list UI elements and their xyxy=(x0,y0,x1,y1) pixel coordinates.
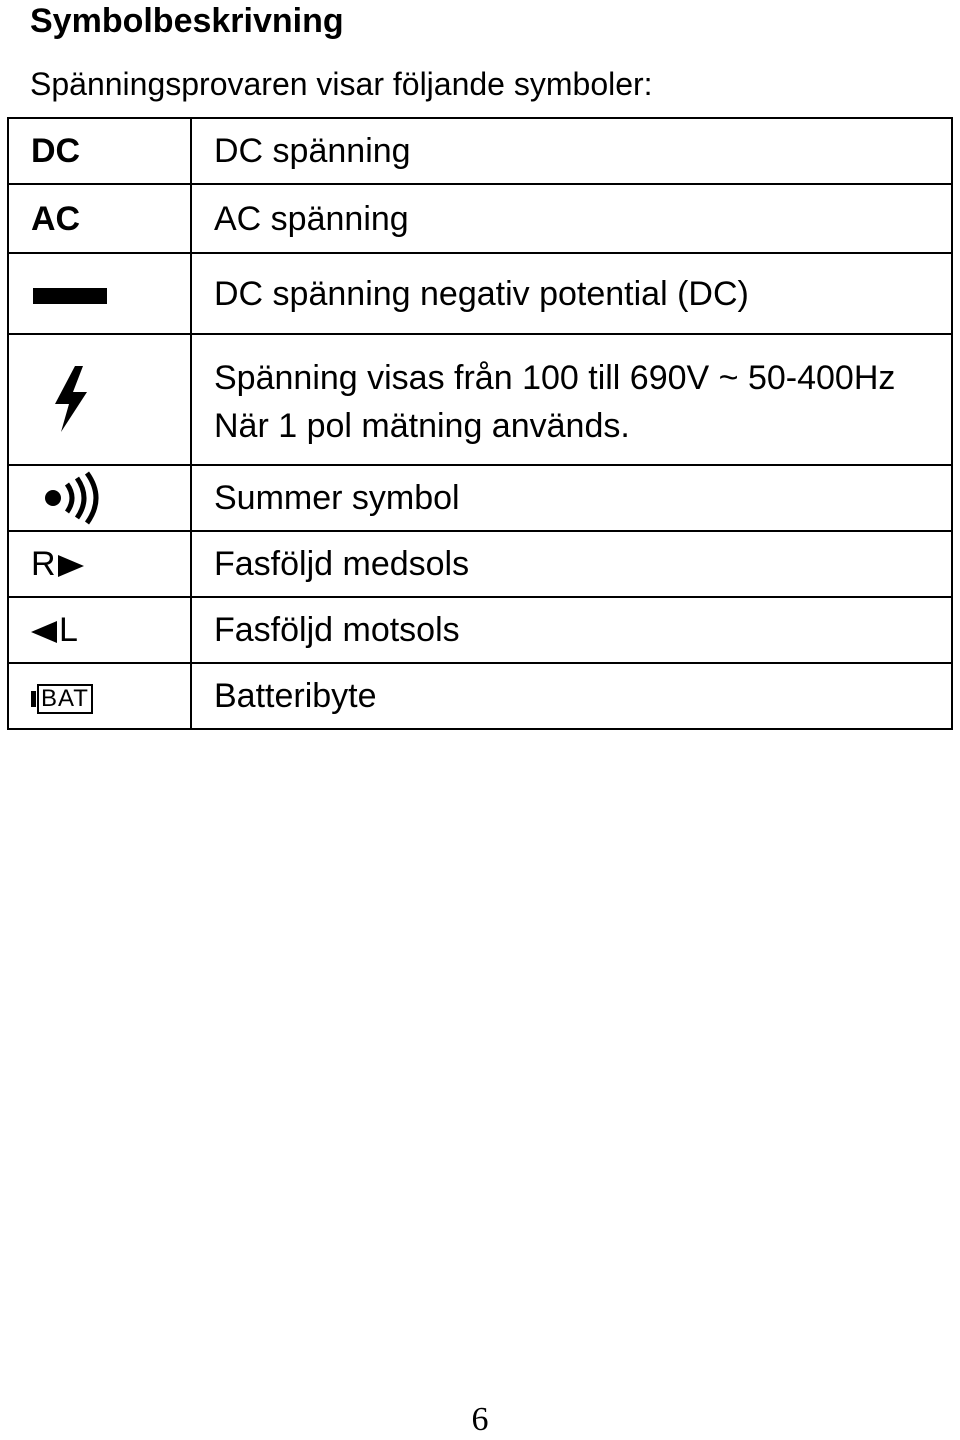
table-row xyxy=(8,184,952,253)
symbol-cell xyxy=(8,465,191,531)
battery-terminal xyxy=(31,691,36,707)
buzzer-sound-icon xyxy=(31,470,190,526)
description-line: Spänning visas från 100 till 690V ~ 50-400Hz xyxy=(214,358,896,397)
page-number: 6 xyxy=(471,1401,489,1438)
ac-symbol: AC xyxy=(31,199,81,238)
symbol-cell xyxy=(8,184,191,253)
table-row xyxy=(8,465,952,531)
description-cell: AC spänning xyxy=(191,184,952,253)
table-row xyxy=(8,663,952,729)
intro-text: Spänningsprovaren visar följande symboler: xyxy=(30,66,653,102)
battery-label: BAT xyxy=(37,684,93,714)
description-cell: Fasföljd motsols xyxy=(191,597,952,663)
table-row xyxy=(8,597,952,663)
lightning-bolt-icon xyxy=(31,360,190,440)
phase-r-symbol: R xyxy=(31,545,56,583)
symbol-table xyxy=(7,117,953,730)
arrow-right-icon xyxy=(58,555,84,577)
symbol-cell xyxy=(8,118,191,184)
battery-icon xyxy=(31,684,93,714)
description-cell: Fasföljd medsols xyxy=(191,531,952,597)
page-heading: Symbolbeskrivning xyxy=(30,2,344,40)
table-row xyxy=(8,334,952,465)
dc-symbol: DC xyxy=(31,132,81,170)
symbol-cell xyxy=(8,531,191,597)
symbol-cell xyxy=(8,597,191,663)
description-cell: Batteribyte xyxy=(191,663,952,729)
symbol-cell xyxy=(8,334,191,465)
description-cell: Summer symbol xyxy=(191,465,952,531)
negative-bar-icon xyxy=(33,288,107,304)
description-cell: DC spänning negativ potential (DC) xyxy=(191,253,952,334)
description-cell: DC spänning xyxy=(191,118,952,184)
symbol-cell xyxy=(8,253,191,334)
symbol-cell xyxy=(8,663,191,729)
phase-l-symbol: L xyxy=(59,611,78,649)
table-row xyxy=(8,118,952,184)
table-row xyxy=(8,253,952,334)
arrow-left-icon xyxy=(31,621,57,643)
table-row xyxy=(8,531,952,597)
description-line: När 1 pol mätning används. xyxy=(214,406,630,445)
description-cell xyxy=(191,334,952,465)
